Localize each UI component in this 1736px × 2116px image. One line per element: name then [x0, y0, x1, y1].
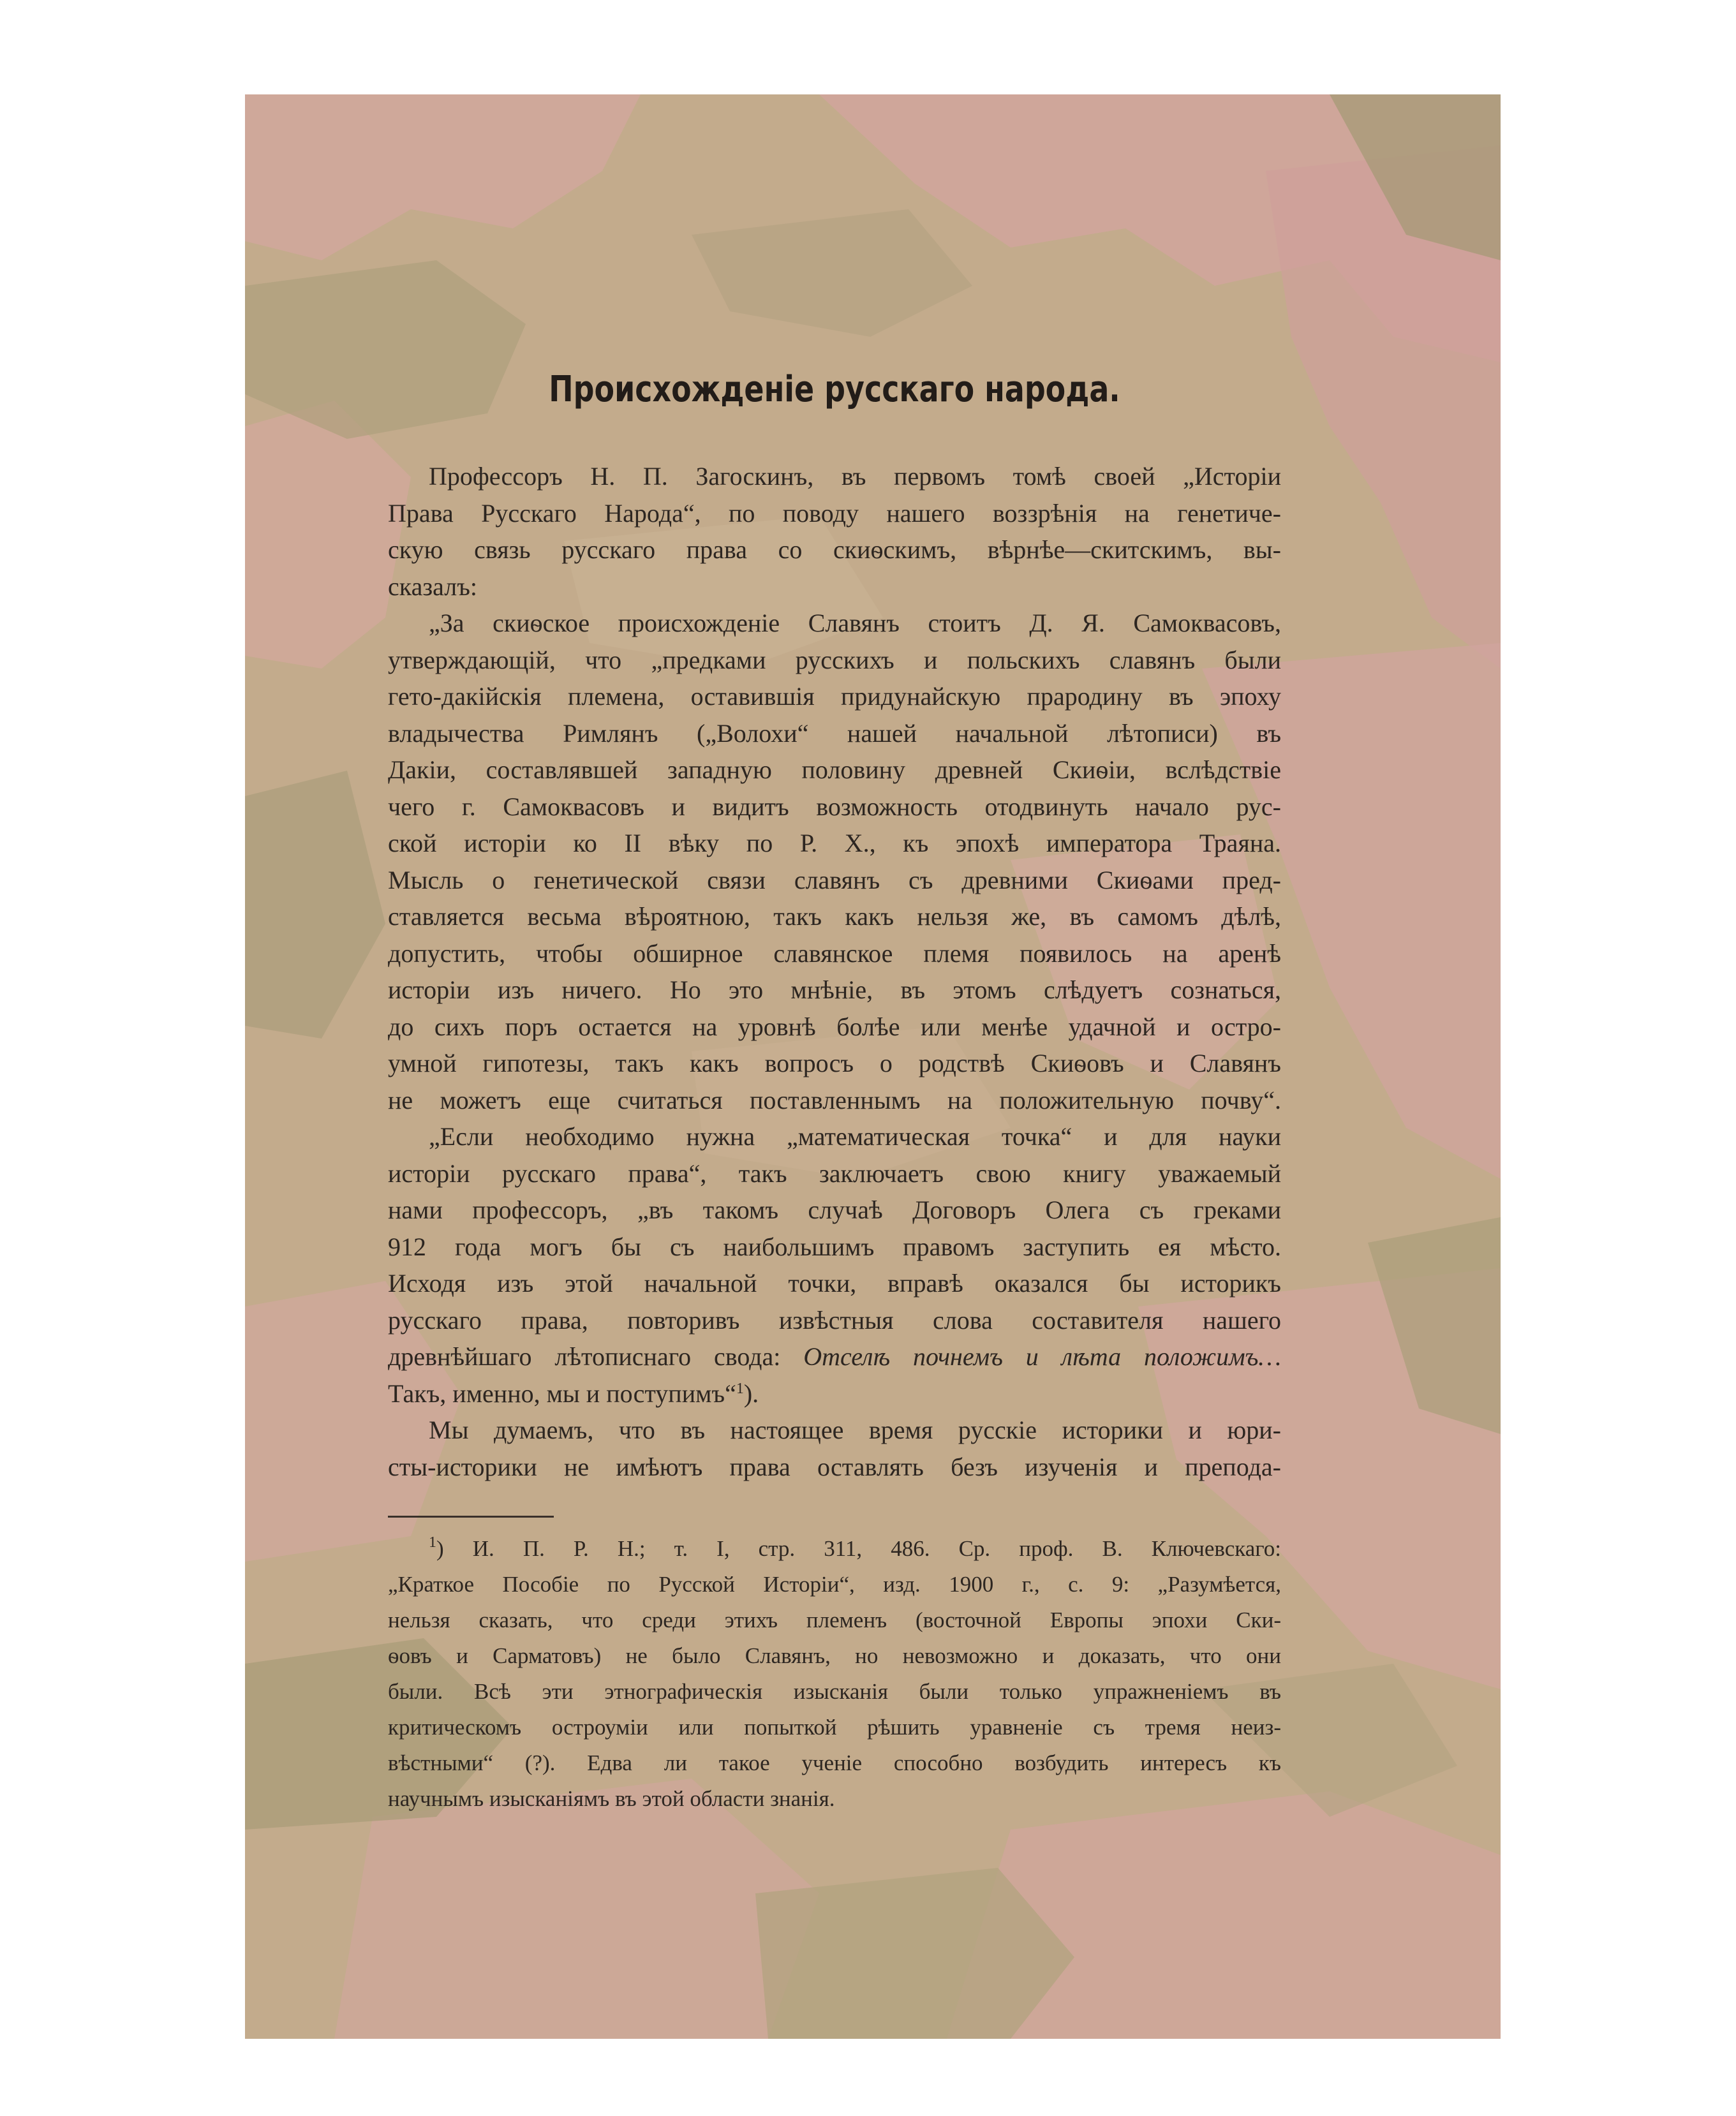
text-line: Мысль о генетической связи славянъ съ древними Скиѳами пред- [388, 865, 1281, 894]
footnote-line: критическомъ остроумiи или попыткой рѣшить уравненiе съ тремя неиз- [388, 1715, 1281, 1740]
footnote-block [388, 1531, 1281, 1817]
text-line: русскаго права, повторивъ извѣстныя слова составителя нашего [388, 1305, 1281, 1335]
text-run: Такъ, именно, мы и поступимъ“ [388, 1379, 736, 1408]
text-line: умной гипотезы, такъ какъ вопросъ о родствѣ Скиѳовъ и Славянъ [388, 1049, 1281, 1077]
text-run: древнѣйшаго лѣтописнаго свода: [388, 1342, 804, 1371]
text-line: ставляется весьма вѣроятною, такъ какъ нельзя же, въ самомъ дѣлѣ, [388, 902, 1281, 931]
text-line: Профессоръ Н. П. Загоскинъ, въ первомъ томѣ своей „Исторiи [429, 462, 1281, 491]
footnote-line: ѳовъ и Сарматовъ) не было Славянъ, но невозможно и доказать, что они [388, 1643, 1281, 1668]
text-line-with-quote [388, 1338, 1281, 1375]
text-line: 912 года могъ бы съ наибольшимъ правомъ заступить ея мѣсто. [388, 1232, 1281, 1261]
footnote-divider [388, 1516, 554, 1518]
text-line: Дакiи, составлявшей западную половину древней Скиѳiи, вслѣдствiе [388, 755, 1281, 784]
text-line: нами профессоръ, „въ такомъ случаѣ Договоръ Олега съ греками [388, 1195, 1281, 1224]
page-title: Происхожденiе русскаго народа. [549, 369, 1120, 410]
text-line: Исходя изъ этой начальной точки, вправѣ оказался бы историкъ [388, 1269, 1281, 1298]
text-line: не можетъ еще считаться поставленнымъ на положительную почву“. [388, 1085, 1281, 1114]
text-line: „Если необходимо нужна „математическая точка“ и для науки [429, 1122, 1281, 1151]
text-line: „За скиѳское происхожденiе Славянъ стоитъ Д. Я. Самоквасовъ, [429, 609, 1281, 637]
text-run: ). [743, 1379, 759, 1408]
paragraph-3 [388, 1118, 1281, 1412]
paragraph-1 [388, 458, 1281, 605]
footnote-marker: 1 [429, 1534, 436, 1551]
text-line: ской исторiи ко II вѣку по Р. Х., къ эпохѣ императора Траяна. [388, 829, 1281, 857]
text-line-with-footnote-ref [388, 1375, 1281, 1412]
footnote-line: были. Всѣ эти этнографическiя изысканiя были только упражненiемъ въ [388, 1679, 1281, 1704]
text-line: скую связь русскаго права со скиѳскимъ, вѣрнѣе—скитскимъ, вы- [388, 535, 1281, 564]
text-line: гето-дакiйскiя племена, оставившiя придунайскую прародину въ эпоху [388, 682, 1281, 711]
text-line: исторiи изъ ничего. Но это мнѣнiе, въ этомъ слѣдуетъ сознаться, [388, 975, 1281, 1004]
text-run: ) И. П. Р. Н.; т. I, стр. 311, 486. Ср. проф. В. Ключевскаго: [436, 1536, 1281, 1561]
text-line: чего г. Самоквасовъ и видитъ возможность отодвинуть начало рус- [388, 792, 1281, 821]
footnote-line: научнымъ изысканiямъ въ этой области знанiя. [388, 1786, 835, 1811]
footnote-line: вѣстными“ (?). Едва ли такое ученiе способно возбудить интересъ къ [388, 1750, 1281, 1775]
footnote-line [388, 1531, 1281, 1567]
footnote-line: „Краткое Пособiе по Русской Исторiи“, изд. 1900 г., с. 9: „Разумѣется, [388, 1572, 1281, 1597]
paragraph-2 [388, 605, 1281, 1118]
body-text [388, 458, 1281, 1485]
footnote-reference[interactable]: 1 [736, 1380, 744, 1397]
scanned-page [245, 94, 1501, 2039]
text-line: сты-историки не имѣютъ права оставлять безъ изученiя и препода- [388, 1452, 1281, 1481]
text-line: до сихъ поръ остается на уровнѣ болѣе или менѣе удачной и остро- [388, 1012, 1281, 1041]
text-line: допустить, чтобы обширное славянское племя появилось на аренѣ [388, 938, 1281, 968]
paragraph-4 [388, 1412, 1281, 1485]
text-line: исторiи русскаго права“, такъ заключаетъ свою книгу уважаемый [388, 1158, 1281, 1188]
text-line: Мы думаемъ, что въ настоящее время русскiе историки и юри- [429, 1416, 1281, 1444]
chronicle-quote: Отселѣ почнемъ и лѣта положимъ… [803, 1342, 1281, 1371]
footnote-line: нельзя сказать, что среди этихъ племенъ (восточной Европы эпохи Ски- [388, 1608, 1281, 1632]
text-line: утверждающiй, что „предками русскихъ и польскихъ славянъ были [388, 645, 1281, 674]
text-line: владычества Римлянъ („Волохи“ нашей начальной лѣтописи) въ [388, 718, 1281, 748]
text-line: Права Русскаго Народа“, по поводу нашего воззрѣнiя на генетиче- [388, 498, 1281, 528]
text-line: сказалъ: [388, 572, 477, 601]
